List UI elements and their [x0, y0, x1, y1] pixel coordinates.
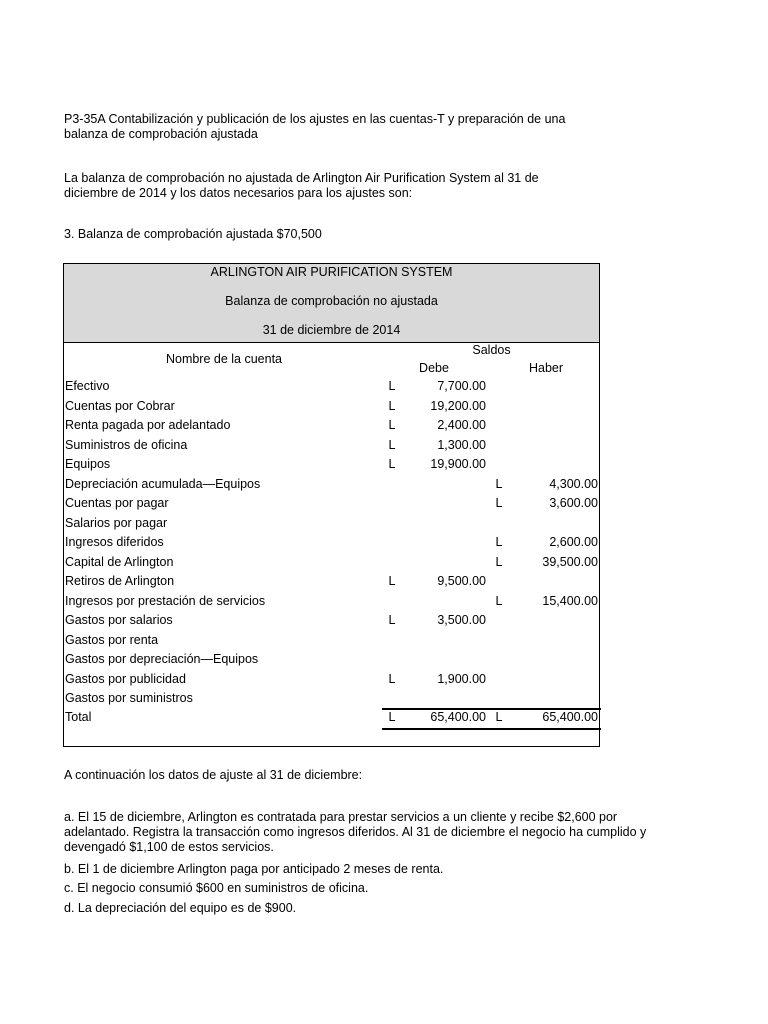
- statement-name: Balanza de comprobación no ajustada: [225, 294, 438, 308]
- col-header-debe: Debe: [419, 361, 449, 375]
- row-debe-marker: L: [388, 710, 396, 724]
- adjust-item-a-line2: adelantado. Registra la transacción como ingresos diferidos. Al 31 de diciembre el negocio ha cumplido y: [64, 825, 647, 839]
- row-debe-amount: 9,500.00: [437, 574, 486, 588]
- row-account-name: Efectivo: [65, 379, 110, 393]
- col-header-haber: Haber: [528, 361, 564, 375]
- problem-title-line1: P3-35A Contabilización y publicación de los ajustes en las cuentas-T y preparación de una: [64, 112, 566, 126]
- statement-date: 31 de diciembre de 2014: [262, 323, 401, 337]
- item-3: 3. Balanza de comprobación ajustada $70,500: [64, 227, 322, 241]
- row-haber-marker: L: [495, 535, 503, 549]
- col-header-account-name: Nombre de la cuenta: [165, 352, 283, 366]
- row-debe-marker: L: [388, 418, 396, 432]
- adjust-heading: A continuación los datos de ajuste al 31 de diciembre:: [64, 768, 363, 782]
- adjust-item-d: d. La depreciación del equipo es de $900.: [64, 901, 297, 915]
- row-debe-amount: 19,900.00: [430, 457, 486, 471]
- row-haber-marker: L: [495, 593, 503, 608]
- row-debe-marker: L: [388, 379, 396, 393]
- row-account-name: Gastos por suministros: [65, 691, 193, 705]
- row-account-name: Gastos por publicidad: [65, 671, 186, 686]
- table-row: [64, 672, 599, 691]
- problem-title: [64, 112, 664, 142]
- problem-title-line2: balanza de comprobación ajustada: [64, 127, 258, 141]
- intro-paragraph: [64, 171, 664, 201]
- row-account-name: Retiros de Arlington: [65, 574, 175, 588]
- adjust-item-b: b. El 1 de diciembre Arlington paga por anticipado 2 meses de renta.: [64, 862, 444, 876]
- row-debe-amount: 1,900.00: [437, 671, 486, 686]
- table-row: [64, 633, 599, 652]
- intro-paragraph-line2: diciembre de 2014 y los datos necesarios para los ajustes son:: [64, 186, 413, 200]
- row-haber-marker: L: [495, 710, 503, 724]
- col-header-saldos: Saldos: [472, 343, 511, 357]
- table-row: [64, 477, 599, 496]
- trial-balance-table: [63, 263, 600, 747]
- row-debe-amount: 3,500.00: [437, 613, 486, 627]
- row-debe-amount: 1,300.00: [437, 437, 486, 452]
- row-account-name: Salarios por pagar: [65, 515, 168, 530]
- row-haber-marker: L: [495, 476, 503, 491]
- row-account-name: Total: [65, 710, 92, 724]
- row-account-name: Depreciación acumulada—Equipos: [65, 476, 261, 491]
- adjust-item-a: [64, 810, 764, 855]
- row-haber-amount: 3,600.00: [549, 496, 598, 510]
- row-debe-marker: L: [388, 398, 396, 413]
- table-header-band: [64, 264, 599, 343]
- row-account-name: Equipos: [65, 457, 111, 471]
- table-row: [64, 516, 599, 535]
- row-account-name: Suministros de oficina: [65, 437, 188, 452]
- total-bottom-rule: [382, 728, 601, 730]
- row-debe-marker: L: [388, 671, 396, 686]
- adjust-item-c: c. El negocio consumió $600 en suministros de oficina.: [64, 881, 369, 895]
- row-account-name: Renta pagada por adelantado: [65, 418, 231, 432]
- row-haber-amount: 4,300.00: [549, 476, 598, 491]
- table-row: [64, 652, 599, 671]
- table-row: [64, 418, 599, 437]
- row-haber-marker: L: [495, 554, 503, 569]
- row-account-name: Ingresos por prestación de servicios: [65, 593, 266, 608]
- row-account-name: Gastos por depreciación—Equipos: [65, 652, 259, 666]
- intro-paragraph-line1: La balanza de comprobación no ajustada de Arlington Air Purification System al 31 de: [64, 171, 539, 185]
- row-account-name: Capital de Arlington: [65, 554, 174, 569]
- row-haber-amount: 15,400.00: [542, 593, 598, 608]
- table-row: [64, 457, 599, 476]
- table-row: [64, 613, 599, 632]
- table-row: [64, 496, 599, 515]
- row-account-name: Gastos por salarios: [65, 613, 173, 627]
- row-account-name: Ingresos diferidos: [65, 535, 164, 549]
- row-account-name: Gastos por renta: [65, 632, 159, 647]
- row-haber-amount: 2,600.00: [549, 535, 598, 549]
- table-row-total: [64, 710, 599, 729]
- row-debe-marker: L: [388, 613, 396, 627]
- table-row: [64, 594, 599, 613]
- table-row: [64, 535, 599, 554]
- row-debe-amount: 19,200.00: [430, 398, 486, 413]
- adjust-item-a-line3: devengadó $1,100 de estos servicios.: [64, 840, 274, 854]
- row-account-name: Cuentas por pagar: [65, 496, 169, 510]
- row-debe-amount: 65,400.00: [430, 710, 486, 724]
- row-debe-marker: L: [388, 457, 396, 471]
- row-debe-amount: 7,700.00: [437, 379, 486, 393]
- company-name: ARLINGTON AIR PURIFICATION SYSTEM: [210, 265, 453, 279]
- adjust-item-a-line1: a. El 15 de diciembre, Arlington es contratada para prestar servicios a un cliente y recibe $2,600 por: [64, 810, 618, 824]
- table-row: [64, 379, 599, 398]
- row-haber-marker: L: [495, 496, 503, 510]
- row-debe-marker: L: [388, 437, 396, 452]
- row-account-name: Cuentas por Cobrar: [65, 398, 175, 413]
- row-debe-marker: L: [388, 574, 396, 588]
- row-debe-amount: 2,400.00: [437, 418, 486, 432]
- table-row: [64, 574, 599, 593]
- table-row: [64, 438, 599, 457]
- table-row: [64, 399, 599, 418]
- row-haber-amount: 65,400.00: [542, 710, 598, 724]
- row-haber-amount: 39,500.00: [542, 554, 598, 569]
- table-row: [64, 555, 599, 574]
